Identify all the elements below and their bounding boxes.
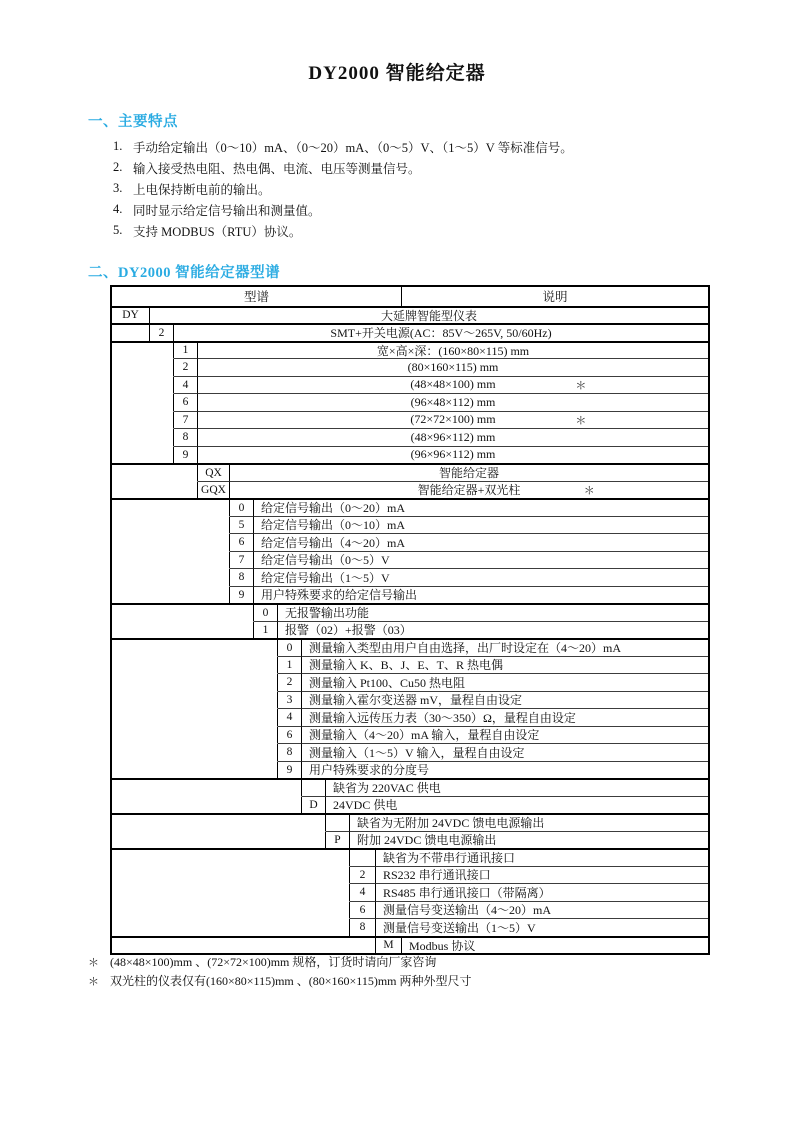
table-row (112, 428, 708, 446)
empty-spacer-cell (112, 481, 198, 499)
model-desc-cell: 智能给定器+双光柱 ＊ (230, 481, 708, 499)
model-code-cell: 4 (350, 883, 376, 901)
table-row (112, 831, 708, 849)
empty-spacer-cell (112, 656, 278, 674)
empty-spacer-cell (112, 866, 350, 884)
asterisk-marker: ＊ (583, 484, 595, 497)
model-desc-cell: Modbus 协议 (402, 936, 708, 954)
model-code-cell: 6 (350, 901, 376, 919)
model-code-cell: 3 (278, 691, 302, 709)
model-desc-cell: 智能给定器 (230, 463, 708, 481)
asterisk-marker: ＊ (575, 414, 587, 427)
model-desc-cell: 报警（02）+报警（03） (278, 621, 708, 639)
model-desc-cell: (48×96×112) mm (198, 428, 708, 446)
model-code-cell (326, 813, 350, 831)
model-desc-cell: 缺省为不带串行通讯接口 (376, 848, 708, 866)
feature-number: 4. (113, 202, 123, 216)
model-code-cell: QX (198, 463, 230, 481)
model-code-cell: 1 (174, 341, 198, 359)
model-code-cell: 9 (230, 586, 254, 604)
table-row (112, 726, 708, 744)
table-row (112, 603, 708, 621)
model-desc-cell: 测量信号变送输出（4～20）mA (376, 901, 708, 919)
asterisk-marker: ＊ (88, 975, 99, 988)
empty-spacer-cell (112, 603, 254, 621)
table-row (112, 778, 708, 796)
model-desc-cell: 测量输入 Pt100、Cu50 热电阻 (302, 673, 708, 691)
empty-spacer-cell (112, 883, 350, 901)
model-code-cell: 6 (278, 726, 302, 744)
model-code-cell: 8 (350, 918, 376, 936)
model-code-cell: 0 (230, 498, 254, 516)
model-desc-cell: 给定信号输出（0～20）mA (254, 498, 708, 516)
model-desc-cell: 测量输入霍尔变送器 mV，量程自由设定 (302, 691, 708, 709)
model-code-cell: 8 (174, 428, 198, 446)
section-heading-model-spectrum: 二、DY2000 智能给定器型谱 (88, 265, 281, 281)
table-row (112, 376, 708, 394)
model-desc-cell: (48×48×100) mm ＊ (198, 376, 708, 394)
model-code-cell: 4 (174, 376, 198, 394)
model-code-cell: 2 (174, 358, 198, 376)
feature-item (113, 136, 573, 157)
model-code-cell: 4 (278, 708, 302, 726)
model-desc-cell: 用户特殊要求的给定信号输出 (254, 586, 708, 604)
table-row (112, 638, 708, 656)
empty-spacer-cell (112, 428, 174, 446)
table-row (112, 568, 708, 586)
empty-spacer-cell (112, 778, 302, 796)
feature-item (113, 178, 573, 199)
table-row (112, 656, 708, 674)
empty-spacer-cell (112, 411, 174, 429)
table-row (112, 796, 708, 814)
model-code-cell: 6 (174, 393, 198, 411)
footnote-text: 双光柱的仪表仅有(160×80×115)mm 、(80×160×115)mm 两种外型尺寸 (110, 974, 472, 988)
model-code-cell (302, 778, 326, 796)
model-code-cell: 0 (278, 638, 302, 656)
model-code-cell: 8 (230, 568, 254, 586)
table-row (112, 341, 708, 359)
empty-spacer-cell (112, 498, 230, 516)
model-desc-cell: 24VDC 供电 (326, 796, 708, 814)
table-row (112, 813, 708, 831)
table-row (112, 936, 708, 954)
model-desc-cell: 无报警输出功能 (278, 603, 708, 621)
header-cell-description: 说明 (542, 290, 568, 305)
empty-spacer-cell (112, 743, 278, 761)
footnote (88, 971, 472, 990)
empty-spacer-cell (112, 708, 278, 726)
empty-spacer-cell (112, 323, 150, 341)
model-desc-cell: (96×48×112) mm (198, 393, 708, 411)
table-row (112, 516, 708, 534)
model-code-cell: 0 (254, 603, 278, 621)
empty-spacer-cell (112, 726, 278, 744)
model-desc-cell: RS485 串行通讯接口（带隔离） (376, 883, 708, 901)
model-desc-cell: 给定信号输出（4～20）mA (254, 533, 708, 551)
table-row (112, 463, 708, 481)
model-desc-cell: 测量信号变送输出（1～5）V (376, 918, 708, 936)
model-desc-cell: (72×72×100) mm ＊ (198, 411, 708, 429)
feature-list (113, 136, 573, 241)
empty-spacer-cell (112, 446, 174, 464)
model-desc-cell: (80×160×115) mm (198, 358, 708, 376)
model-desc-cell: 测量输入（1～5）V 输入，量程自由设定 (302, 743, 708, 761)
model-desc-cell: 给定信号输出（0～5）V (254, 551, 708, 569)
table-row (112, 883, 708, 901)
model-code-cell: 2 (278, 673, 302, 691)
table-row (112, 621, 708, 639)
model-code-cell: 7 (174, 411, 198, 429)
empty-spacer-cell (112, 533, 230, 551)
feature-text: 手动给定输出（0～10）mA、（0～20）mA、（0～5）V、（1～5）V 等标准信号。 (133, 140, 573, 155)
model-code-cell: 2 (350, 866, 376, 884)
feature-item (113, 157, 573, 178)
feature-item (113, 220, 573, 241)
feature-item (113, 199, 573, 220)
model-code-cell: 8 (278, 743, 302, 761)
model-spectrum-table (110, 285, 710, 955)
model-desc-cell: RS232 串行通讯接口 (376, 866, 708, 884)
feature-text: 上电保持断电前的输出。 (133, 182, 271, 197)
model-desc-cell: 大延牌智能型仪表 (150, 306, 708, 324)
model-code-cell: 2 (150, 323, 174, 341)
empty-spacer-cell (112, 463, 198, 481)
empty-spacer-cell (112, 586, 230, 604)
model-desc-cell: SMT+开关电源(AC：85V～265V, 50/60Hz) (174, 323, 708, 341)
asterisk-marker: ＊ (88, 956, 99, 969)
footnote (88, 952, 472, 971)
table-row (112, 691, 708, 709)
table-row (112, 708, 708, 726)
empty-spacer-cell (112, 393, 174, 411)
empty-spacer-cell (112, 516, 230, 534)
model-code-cell: D (302, 796, 326, 814)
document-title: DY2000 智能给定器 (308, 63, 486, 84)
empty-spacer-cell (112, 673, 278, 691)
feature-text: 同时显示给定信号输出和测量值。 (133, 203, 321, 218)
empty-spacer-cell (112, 358, 174, 376)
feature-text: 支持 MODBUS（RTU）协议。 (133, 224, 302, 239)
model-code-cell: 1 (278, 656, 302, 674)
table-row (112, 323, 708, 341)
empty-spacer-cell (112, 796, 302, 814)
model-code-cell: 1 (254, 621, 278, 639)
model-desc-cell: 测量输入远传压力表（30～350）Ω，量程自由设定 (302, 708, 708, 726)
model-code-cell (350, 848, 376, 866)
empty-spacer-cell (112, 621, 254, 639)
empty-spacer-cell (112, 691, 278, 709)
model-code-cell: 5 (230, 516, 254, 534)
model-desc-cell: 测量输入（4～20）mA 输入，量程自由设定 (302, 726, 708, 744)
empty-spacer-cell (112, 848, 350, 866)
table-row (112, 411, 708, 429)
model-code-cell: GQX (198, 481, 230, 499)
model-desc-cell: 给定信号输出（0～10）mA (254, 516, 708, 534)
header-cell-spectrum: 型谱 (112, 287, 402, 306)
model-desc-cell: 附加 24VDC 馈电电源输出 (350, 831, 708, 849)
model-code-cell: DY (112, 306, 150, 324)
table-row (112, 551, 708, 569)
table-row (112, 901, 708, 919)
model-code-cell: 6 (230, 533, 254, 551)
table-row (112, 743, 708, 761)
empty-spacer-cell (112, 638, 278, 656)
model-desc-cell: 缺省为 220VAC 供电 (326, 778, 708, 796)
model-desc-cell: 宽×高×深：(160×80×115) mm (198, 341, 708, 359)
empty-spacer-cell (112, 761, 278, 779)
feature-number: 5. (113, 223, 123, 237)
table-row (112, 848, 708, 866)
empty-spacer-cell (112, 551, 230, 569)
feature-number: 2. (113, 160, 123, 174)
model-code-cell: M (376, 936, 402, 954)
model-desc-cell: (96×96×112) mm (198, 446, 708, 464)
model-desc-cell: 缺省为无附加 24VDC 馈电电源输出 (350, 813, 708, 831)
table-row (112, 866, 708, 884)
feature-number: 3. (113, 181, 123, 195)
table-row (112, 306, 708, 324)
empty-spacer-cell (112, 341, 174, 359)
feature-number: 1. (113, 139, 123, 153)
table-row (112, 358, 708, 376)
empty-spacer-cell (112, 831, 326, 849)
model-desc-cell: 测量输入类型由用户自由选择，出厂时设定在（4～20）mA (302, 638, 708, 656)
table-row (112, 393, 708, 411)
feature-text: 输入接受热电阻、热电偶、电流、电压等测量信号。 (133, 161, 421, 176)
empty-spacer-cell (112, 901, 350, 919)
model-code-cell: P (326, 831, 350, 849)
asterisk-marker: ＊ (575, 379, 587, 392)
empty-spacer-cell (112, 936, 376, 954)
model-desc-cell: 给定信号输出（1～5）V (254, 568, 708, 586)
section-heading-features: 一、主要特点 (88, 114, 178, 130)
table-row (112, 918, 708, 936)
empty-spacer-cell (112, 813, 326, 831)
table-row (112, 673, 708, 691)
table-row (112, 533, 708, 551)
model-code-cell: 9 (278, 761, 302, 779)
empty-spacer-cell (112, 376, 174, 394)
model-code-cell: 7 (230, 551, 254, 569)
table-header-row (112, 287, 708, 306)
table-row (112, 481, 708, 499)
empty-spacer-cell (112, 918, 350, 936)
table-row (112, 498, 708, 516)
table-row (112, 586, 708, 604)
model-desc-cell: 测量输入 K、B、J、E、T、R 热电偶 (302, 656, 708, 674)
empty-spacer-cell (112, 568, 230, 586)
table-row (112, 446, 708, 464)
model-code-cell: 9 (174, 446, 198, 464)
table-row (112, 761, 708, 779)
footnotes (88, 952, 472, 990)
footnote-text: (48×48×100)mm 、(72×72×100)mm 规格，订货时请向厂家咨询 (110, 955, 437, 969)
model-desc-cell: 用户特殊要求的分度号 (302, 761, 708, 779)
